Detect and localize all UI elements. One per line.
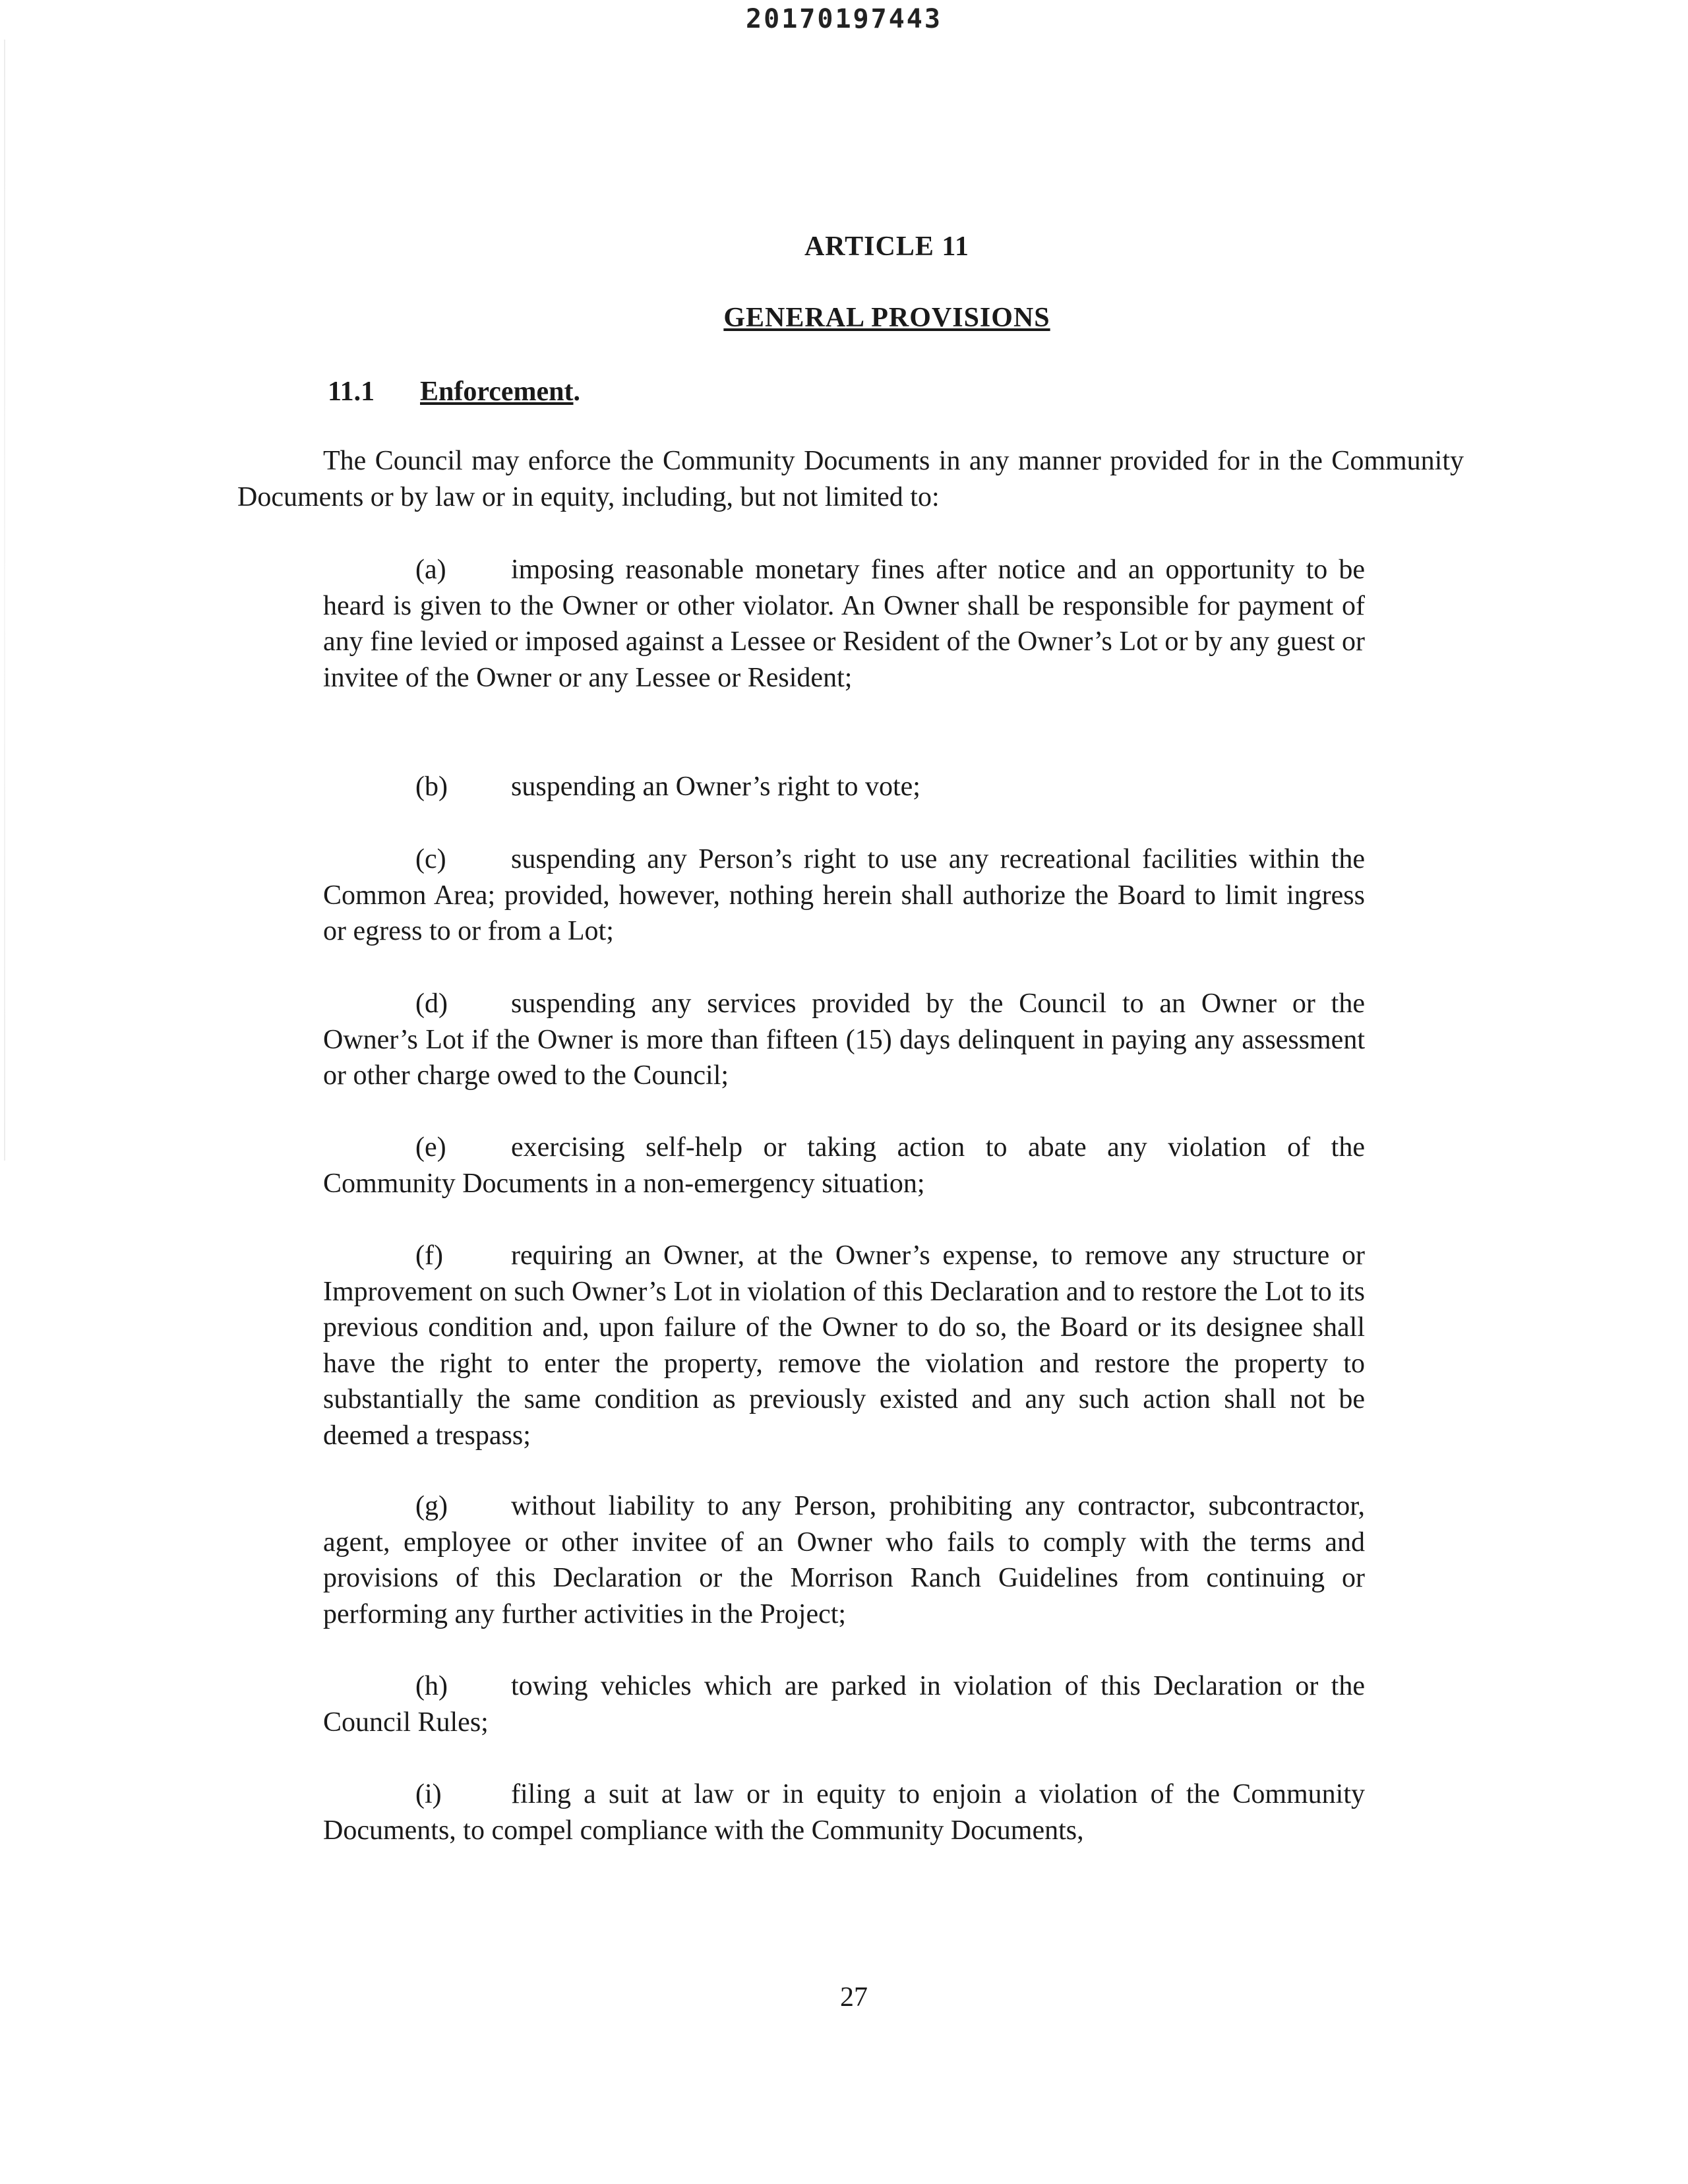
article-title: GENERAL PROVISIONS (723, 303, 1050, 333)
page-number: 27 (840, 1982, 868, 2013)
list-item-h (323, 1668, 1365, 1740)
list-item-f (323, 1238, 1365, 1453)
list-item-text: filing a suit at law or in equity to enjoin a violation of the Community Documents, to compel compliance with the Community Documents, (323, 1779, 1365, 1846)
section-title: Enforcement (420, 377, 574, 407)
list-item-i (323, 1776, 1365, 1848)
list-marker: (e) (415, 1132, 446, 1163)
list-item-b (323, 769, 1365, 805)
list-item-text: suspending any services provided by the Council to an Owner or the Owner’s Lot if the Owner is more than fifteen (15) days delinquent in paying any assessment or other charge owed to the Council; (323, 988, 1365, 1091)
scan-edge (4, 40, 5, 1161)
list-item-e (323, 1130, 1365, 1201)
section-title-period: . (573, 377, 580, 407)
list-item-text: without liability to any Person, prohibiting any contractor, subcontractor, agent, employee or other invitee of an Owner who fails to comply with the terms and provisions of this Declaration or the Morrison Ranch Guidelines from continuing or performing any further activities in the Project; (323, 1491, 1365, 1629)
list-item-c (323, 841, 1365, 950)
list-marker: (i) (415, 1779, 442, 1809)
list-item-text: requiring an Owner, at the Owner’s expense, to remove any structure or Improvement on such Owner’s Lot in violation of this Declaration and to restore the Lot to its previous condition and, upon failure of the Owner to do so, the Board or its designee shall have the right to enter the property, remove the violation and restore the property to substantially the same condition as previously existed and any such action shall not be deemed a trespass; (323, 1240, 1365, 1451)
list-marker: (a) (415, 555, 446, 585)
list-item-text: towing vehicles which are parked in violation of this Declaration or the Council Rules; (323, 1671, 1365, 1738)
list-marker: (h) (415, 1671, 448, 1701)
list-item-d (323, 986, 1365, 1094)
document-number: 20170197443 (746, 4, 942, 34)
list-item-text: imposing reasonable monetary fines after notice and an opportunity to be heard is given to the Owner or other violator. An Owner shall be responsible for payment of any fine levied or imposed against a Lessee or Resident of the Owner’s Lot or by any guest or invitee of the Owner or any Lessee or Resident; (323, 555, 1365, 693)
section-number: 11.1 (328, 377, 375, 407)
list-marker: (b) (415, 772, 448, 802)
article-heading: ARTICLE 11 (804, 231, 970, 262)
list-item-text: suspending any Person’s right to use any recreational facilities within the Common Area; provided, however, nothing herein shall authorize the Board to limit ingress or egress to or from a Lot; (323, 844, 1365, 946)
list-marker: (d) (415, 988, 448, 1019)
list-item-text: exercising self-help or taking action to abate any violation of the Community Documents in a non-emergency situation; (323, 1132, 1365, 1199)
list-marker: (g) (415, 1491, 448, 1521)
list-marker: (c) (415, 844, 446, 874)
list-marker: (f) (415, 1240, 443, 1271)
list-item-g (323, 1488, 1365, 1632)
section-heading (328, 376, 580, 408)
list-item-a (323, 552, 1365, 696)
list-item-text: suspending an Owner’s right to vote; (511, 772, 920, 802)
intro-paragraph: The Council may enforce the Community Documents in any manner provided for in the Community Documents or by law or in equity, including, but not limited to: (237, 446, 1464, 512)
